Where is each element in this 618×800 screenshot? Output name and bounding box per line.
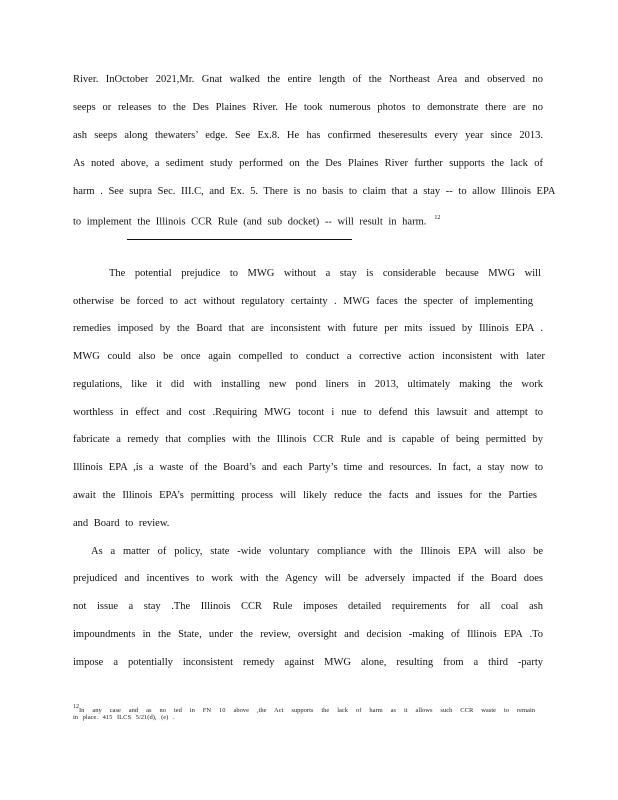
body-line: MWG could also be once again compelled to conduct a corrective action inconsistent with later (73, 351, 545, 362)
body-line: regulations, like it did with installing new pond liners in 2013, ultimately making the work (73, 379, 543, 390)
footnote-marker: 12 (73, 704, 79, 710)
body-line: Illinois EPA ,is a waste of the Board’s and each Party’s time and resources. In fact, a stay now to (73, 462, 543, 473)
body-line: impose a potentially inconsistent remedy against MWG alone, resulting from a third -party (73, 657, 543, 668)
body-line: As noted above, a sediment study performed on the Des Plaines River further supports the lack of (73, 158, 543, 169)
body-line-last (73, 212, 543, 230)
body-line: not issue a stay .The Illinois CCR Rule imposes detailed requirements for all coal ash (73, 601, 543, 612)
body-line: otherwise be forced to act without regulatory certainty . MWG faces the specter of implementing (73, 296, 533, 307)
body-line-text: to implement the Illinois CCR Rule (and sub docket) -- will result in harm. (73, 216, 427, 228)
body-line: ash seeps along thewaters’ edge. See Ex.8. He has confirmed theseresults every year since 2013. (73, 130, 543, 141)
body-line: prejudiced and incentives to work with the Agency will be adversely impacted if the Board does (73, 573, 543, 584)
footnote-line: in place. 415 ILCS 5/21(d), (e) . (73, 714, 175, 721)
body-line: River. InOctober 2021,Mr. Gnat walked the entire length of the Northeast Area and observed no (73, 74, 543, 85)
body-line: worthless in effect and cost .Requiring MWG tocont i nue to defend this lawsuit and attempt to (73, 407, 543, 418)
body-line-last: and Board to review. (73, 518, 170, 529)
body-line: harm . See supra Sec. III.C, and Ex. 5. There is no basis to claim that a stay -- to allow Illinois EPA (73, 186, 556, 197)
section-heading (127, 239, 352, 240)
body-line: await the Illinois EPA’s permitting process will likely reduce the facts and issues for the Parties (73, 490, 537, 501)
footnote-text: In any case and as no ted in FN 10 above ,the Act supports the lack of harm as it allows such CCR waste to remain (79, 707, 535, 715)
footnote-reference: 12 (434, 215, 441, 221)
body-line: seeps or releases to the Des Plaines River. He took numerous photos to demonstrate there are no (73, 102, 543, 113)
body-line: remedies imposed by the Board that are inconsistent with future per mits issued by Illinois EPA . (73, 323, 543, 334)
body-line: impoundments in the State, under the review, oversight and decision -making of Illinois EPA .To (73, 629, 543, 640)
body-line: As a matter of policy, state -wide voluntary compliance with the Illinois EPA will also be (91, 546, 543, 557)
body-line: fabricate a remedy that complies with the Illinois CCR Rule and is capable of being permitted by (73, 434, 543, 445)
body-line: The potential prejudice to MWG without a stay is considerable because MWG will (109, 268, 541, 279)
